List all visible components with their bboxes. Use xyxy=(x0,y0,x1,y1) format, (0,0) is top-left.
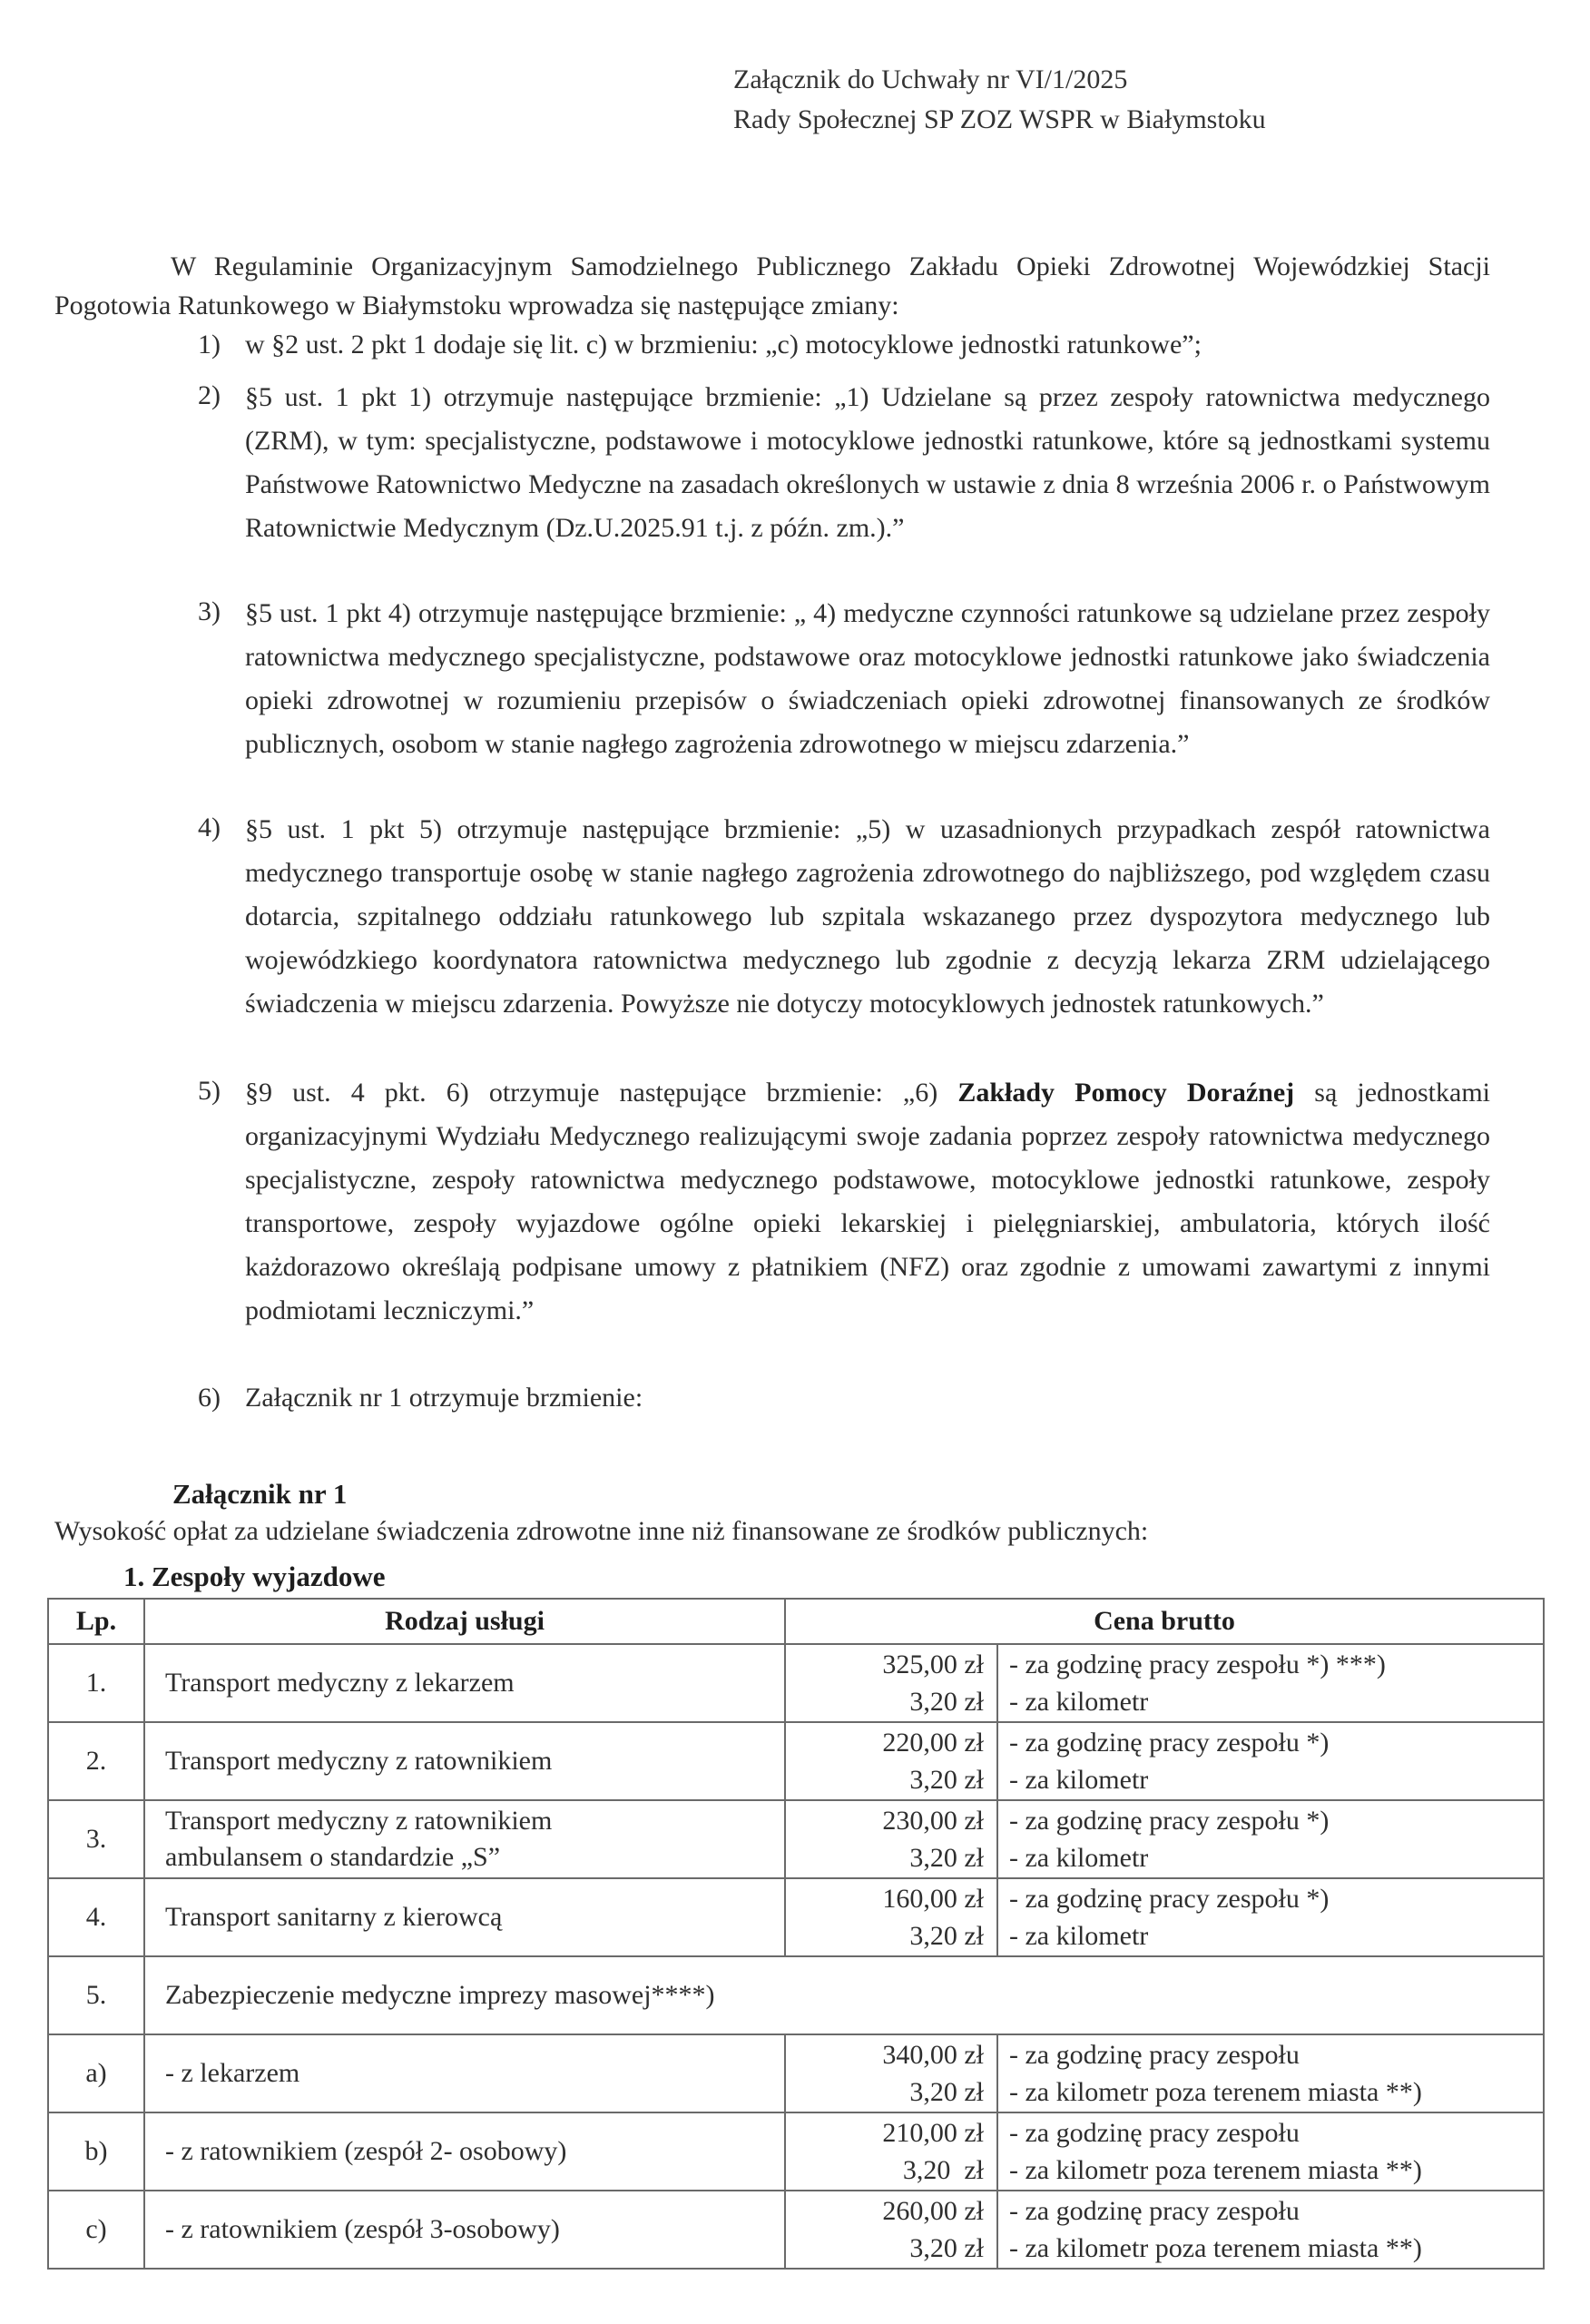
table-row xyxy=(48,1644,1544,1722)
row-number: 1. xyxy=(48,1644,144,1722)
amendment-number: 3) xyxy=(198,596,221,626)
unit-cell: - za godzinę pracy zespołu - za kilometr poza terenem miasta **) xyxy=(997,2191,1544,2269)
resolution-reference xyxy=(733,60,1266,140)
unit-cell: - za godzinę pracy zespołu *) ***) - za kilometr xyxy=(997,1644,1544,1722)
amendment-text xyxy=(245,1071,1490,1333)
table-row xyxy=(48,1956,1544,2034)
fees-table xyxy=(47,1598,1545,2270)
section-title: 1. Zespoły wyjazdowe xyxy=(123,1561,386,1592)
amendment-text-before: §9 ust. 4 pkt. 6) otrzymuje następujące brzmienie: „6) xyxy=(245,1078,958,1108)
service-name: Transport medyczny z ratownikiem xyxy=(144,1722,785,1800)
price-cell: 340,00 zł 3,20 zł xyxy=(785,2034,997,2112)
amendment-number: 4) xyxy=(198,812,221,842)
intro-paragraph: W Regulaminie Organizacyjnym Samodzielnego Publicznego Zakładu Opieki Zdrowotnej Wojewódzkiej Stacji Pogotowia Ratunkowego w Białymstoku wprowadza się następujące zmiany: xyxy=(54,251,1490,320)
amendment-number: 1) xyxy=(198,330,221,359)
resolution-reference-line1: Załącznik do Uchwały nr VI/1/2025 xyxy=(733,64,1128,94)
table-row xyxy=(48,2191,1544,2269)
row-number: 2. xyxy=(48,1722,144,1800)
table-row xyxy=(48,2112,1544,2191)
service-name: Zabezpieczenie medyczne imprezy masowej****) xyxy=(144,1956,1544,2034)
amendment-text: §5 ust. 1 pkt 1) otrzymuje następujące brzmienie: „1) Udzielane są przez zespoły ratownictwa medycznego (ZRM), w tym: specjalistyczne, podstawowe i motocyklowe jednostki ratunkowe, które są jednostkami systemu Państwowe Ratownictwo Medyczne na zasadach określonych w ustawie z dnia 8 września 2006 r. o Państwowym Ratownictwie Medycznym (Dz.U.2025.91 t.j. z późn. zm.).” xyxy=(245,382,1490,543)
unit-cell: - za godzinę pracy zespołu - za kilometr poza terenem miasta **) xyxy=(997,2112,1544,2191)
row-number: 3. xyxy=(48,1800,144,1878)
resolution-reference-line2: Rady Społecznej SP ZOZ WSPR w Białymstoku xyxy=(733,104,1266,134)
amendment-text: §5 ust. 1 pkt 5) otrzymuje następujące brzmienie: „5) w uzasadnionych przypadkach zespół ratownictwa medycznego transportuje osobę w stanie nagłego zagrożenia zdrowotnego do najbliższego, pod względem czasu dotarcia, szpitalnego oddziału ratunkowego lub szpitala wskazanego przez dyspozytora medycznego lub wojewódzkiego koordynatora ratownictwa medycznego lub zgodnie z decyzją lekarza ZRM udzielającego świadczenia w miejscu zdarzenia. Powyższe nie dotyczy motocyklowych jednostek ratunkowych.” xyxy=(245,814,1490,1019)
table-header-row xyxy=(48,1599,1544,1644)
amendment-number: 6) xyxy=(198,1383,221,1413)
row-number: c) xyxy=(48,2191,144,2269)
column-header-service: Rodzaj usługi xyxy=(144,1599,785,1644)
service-name: - z ratownikiem (zespół 3-osobowy) xyxy=(144,2191,785,2269)
annex-subtitle: Wysokość opłat za udzielane świadczenia zdrowotne inne niż finansowane ze środków publicznych: xyxy=(54,1516,1149,1546)
service-name: Transport medyczny z lekarzem xyxy=(144,1644,785,1722)
price-cell: 325,00 zł 3,20 zł xyxy=(785,1644,997,1722)
amendment-text: Załącznik nr 1 otrzymuje brzmienie: xyxy=(245,1383,643,1413)
amendment-text: §5 ust. 1 pkt 4) otrzymuje następujące brzmienie: „ 4) medyczne czynności ratunkowe są udzielane przez zespoły ratownictwa medycznego specjalistyczne, podstawowe oraz motocyklowe jednostki ratunkowe jako świadczenia opieki zdrowotnej w rozumieniu przepisów o świadczeniach opieki zdrowotnej finansowanych ze środków publicznych, osobom w stanie nagłego zagrożenia zdrowotnego w miejscu zdarzenia.” xyxy=(245,598,1490,759)
service-name: Transport medyczny z ratownikiem ambulansem o standardzie „S” xyxy=(144,1800,785,1878)
annex-title: Załącznik nr 1 xyxy=(172,1478,348,1510)
table-row xyxy=(48,1722,1544,1800)
table-row xyxy=(48,2034,1544,2112)
amendment-number: 5) xyxy=(198,1076,221,1106)
service-name: - z lekarzem xyxy=(144,2034,785,2112)
column-header-price: Cena brutto xyxy=(785,1599,1544,1644)
row-number: 5. xyxy=(48,1956,144,2034)
unit-cell: - za godzinę pracy zespołu *) - za kilometr xyxy=(997,1878,1544,1956)
unit-cell: - za godzinę pracy zespołu - za kilometr poza terenem miasta **) xyxy=(997,2034,1544,2112)
price-cell: 210,00 zł 3,20 zł xyxy=(785,2112,997,2191)
row-number: b) xyxy=(48,2112,144,2191)
service-name: Transport sanitarny z kierowcą xyxy=(144,1878,785,1956)
unit-cell: - za godzinę pracy zespołu *) - za kilometr xyxy=(997,1722,1544,1800)
table-row xyxy=(48,1878,1544,1956)
price-cell: 260,00 zł 3,20 zł xyxy=(785,2191,997,2269)
price-cell: 230,00 zł 3,20 zł xyxy=(785,1800,997,1878)
price-cell: 220,00 zł 3,20 zł xyxy=(785,1722,997,1800)
amendment-text-bold: Zakłady Pomocy Doraźnej xyxy=(957,1078,1295,1108)
row-number: a) xyxy=(48,2034,144,2112)
table-row xyxy=(48,1800,1544,1878)
column-header-lp: Lp. xyxy=(48,1599,144,1644)
price-cell: 160,00 zł 3,20 zł xyxy=(785,1878,997,1956)
service-name: - z ratownikiem (zespół 2- osobowy) xyxy=(144,2112,785,2191)
amendment-number: 2) xyxy=(198,380,221,410)
row-number: 4. xyxy=(48,1878,144,1956)
unit-cell: - za godzinę pracy zespołu *) - za kilometr xyxy=(997,1800,1544,1878)
amendment-text-after: są jednostkami organizacyjnymi Wydziału Medycznego realizującymi swoje zadania poprzez zespoły ratownictwa medycznego specjalistyczne, zespoły ratownictwa medycznego podstawowe, motocyklowe jednostki ratunkowe, zespoły transportowe, zespoły wyjazdowe ogólne opieki lekarskiej i pielęgniarskiej, ambulatoria, których ilość każdorazowo określają podpisane umowy z płatnikiem (NFZ) oraz zgodnie z umowami zawartymi z innymi podmiotami leczniczymi.” xyxy=(245,1078,1491,1325)
amendment-text: w §2 ust. 2 pkt 1 dodaje się lit. c) w brzmieniu: „c) motocyklowe jednostki ratunkowe”; xyxy=(245,330,1202,359)
